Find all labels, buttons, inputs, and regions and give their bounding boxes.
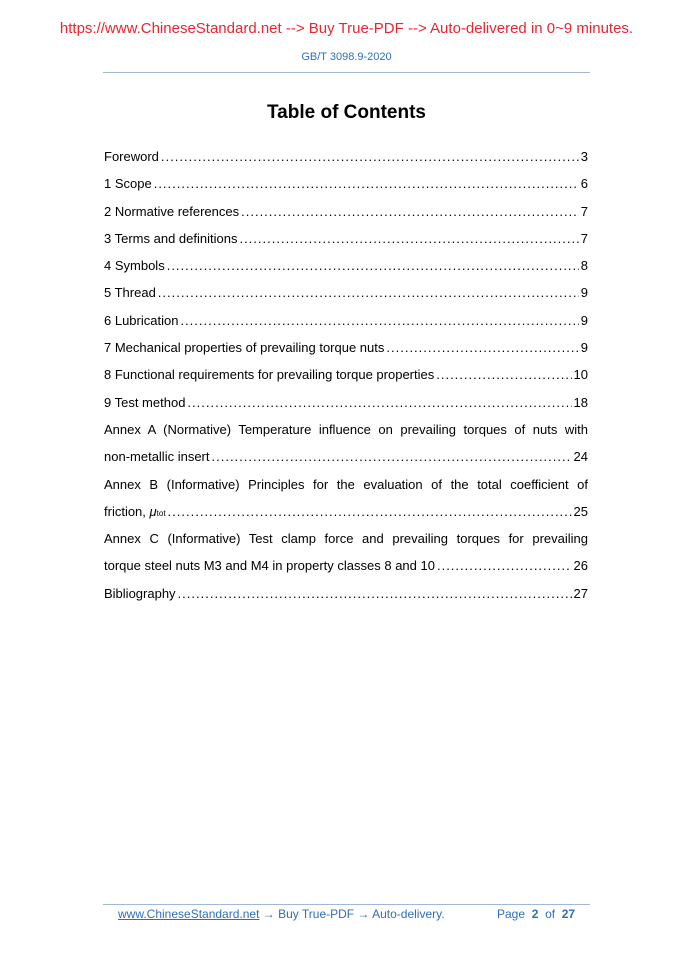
toc-entry[interactable]: [104, 143, 588, 170]
dot-leader: [187, 389, 571, 416]
dot-leader: [437, 552, 572, 579]
toc-entry[interactable]: [104, 307, 588, 334]
footer-divider: [103, 904, 590, 905]
toc-entry-page: 8: [580, 258, 588, 274]
toc-entry-page: 9: [580, 340, 588, 356]
toc-entry[interactable]: [104, 252, 588, 279]
dot-leader: [161, 143, 579, 170]
footer-text: [118, 907, 445, 921]
toc-entry-page: 25: [573, 503, 588, 519]
toc-entry-page: 9: [580, 285, 588, 301]
total-pages: 27: [561, 907, 576, 921]
dot-leader: [241, 198, 579, 225]
toc-entry[interactable]: [104, 225, 588, 252]
toc-entry[interactable]: [104, 170, 588, 197]
dot-leader: [154, 170, 579, 197]
footer-rest: → Buy True-PDF → Auto-delivery.: [259, 907, 445, 921]
toc-entry-page: 3: [580, 149, 588, 164]
toc-entry-label: 7 Mechanical properties of prevailing torque nuts: [104, 340, 385, 356]
toc-entry-annex-c-line1[interactable]: Annex C (Informative) Test clamp force and prevailing torques for prevailing: [104, 531, 588, 547]
toc-entry-label: 5 Thread: [104, 285, 156, 301]
dot-leader: [178, 580, 572, 607]
footer-link[interactable]: www.ChineseStandard.net: [118, 907, 260, 921]
toc-entry-label: Bibliography: [104, 585, 176, 601]
toc-entry-page: 9: [580, 312, 588, 328]
toc-entry-annex-a-line1[interactable]: Annex A (Normative) Temperature influence on prevailing torques of nuts with: [104, 421, 588, 437]
toc-entry-annex-b[interactable]: [104, 498, 588, 525]
toc-entry[interactable]: [104, 334, 588, 361]
toc-list: [104, 143, 588, 607]
toc-entry[interactable]: [104, 389, 588, 416]
dot-leader: [167, 252, 579, 279]
toc-entry-page: 18: [573, 394, 588, 410]
toc-entry-annex-c[interactable]: [104, 552, 588, 579]
toc-entry-page: 24: [573, 449, 588, 465]
toc-entry-page: 10: [573, 367, 588, 383]
toc-entry-label: 2 Normative references: [104, 203, 240, 219]
toc-entry-label: 6 Lubrication: [104, 312, 179, 328]
dot-leader: [212, 443, 572, 470]
toc-entry-label: friction, μtot: [104, 503, 166, 519]
toc-entry-label: 1 Scope: [104, 176, 152, 192]
toc-entry-page: 26: [573, 558, 588, 574]
toc-entry-label: 9 Test method: [104, 394, 186, 410]
dot-leader: [239, 225, 578, 252]
dot-leader: [180, 307, 578, 334]
header-divider: [103, 72, 590, 73]
toc-entry-label: 8 Functional requirements for prevailing torque properties: [104, 367, 435, 383]
toc-entry-label: Foreword: [104, 149, 159, 164]
toc-entry-page: 7: [580, 230, 588, 246]
page-indicator: Page 2 of 27: [497, 907, 576, 921]
toc-entry-annex-a[interactable]: [104, 443, 588, 470]
toc-entry-label: torque steel nuts M3 and M4 in property classes 8 and 10: [104, 558, 435, 574]
toc-entry-bibliography[interactable]: [104, 580, 588, 607]
standard-number: GB/T 3098.9-2020: [301, 51, 392, 63]
toc-entry-page: 27: [573, 585, 588, 601]
toc-entry-page: 6: [580, 176, 588, 192]
toc-entry-annex-b-line1[interactable]: Annex B (Informative) Principles for the evaluation of the total coefficient of: [104, 476, 588, 492]
dot-leader: [436, 361, 571, 388]
toc-entry[interactable]: [104, 279, 588, 306]
banner-text: https://www.ChineseStandard.net --> Buy True-PDF --> Auto-delivered in 0~9 minutes.: [59, 20, 634, 37]
current-page: 2: [531, 907, 539, 921]
toc-entry[interactable]: [104, 198, 588, 225]
toc-entry-label: non-metallic insert: [104, 449, 210, 465]
dot-leader: [168, 498, 572, 525]
toc-entry-label: 3 Terms and definitions: [104, 230, 238, 246]
dot-leader: [158, 279, 579, 306]
toc-entry-label: 4 Symbols: [104, 258, 165, 274]
dot-leader: [386, 334, 578, 361]
toc-entry-page: 7: [580, 203, 588, 219]
toc-entry[interactable]: [104, 361, 588, 388]
toc-title: Table of Contents: [266, 102, 427, 123]
